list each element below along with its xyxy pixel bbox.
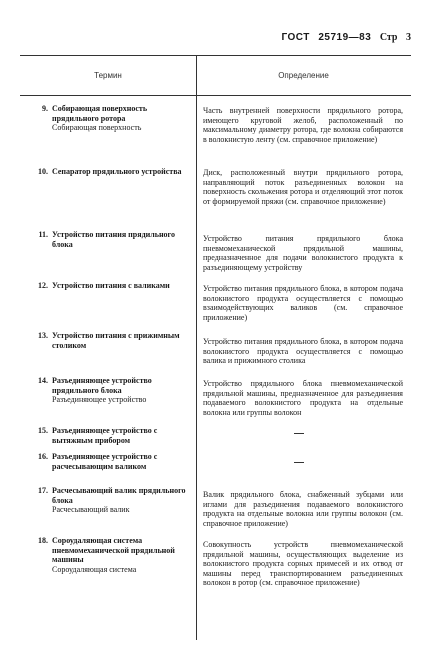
term-name: Сепаратор прядильного устройства (52, 167, 182, 176)
definition-13: Устройство питания прядильного блока, в котором подача волокнистого продукта осуществляется с помощью валика и прижимного столика (203, 337, 403, 365)
definition-11: Устройство питания прядильного блока пневмомеханической прядильной машины, предназначенное для подачи волокнистого продукта к разъединяющему устройству (203, 234, 403, 272)
column-divider (196, 55, 197, 640)
table-top-rule (20, 55, 411, 56)
term-number: 10. (38, 167, 48, 176)
column-header-term: Термин (94, 71, 122, 80)
term-name: Разъединяющее устройство с расчесывающим валиком (52, 452, 158, 471)
term-entry-18 (20, 536, 192, 574)
definition-12: Устройство питания прядильного блока, в котором подача волокнистого продукта осуществляется с помощью взаимодействующих валиков (см. справочное приложение) (203, 284, 403, 322)
term-name: Разъединяющее устройство с вытяжным прибором (52, 426, 158, 445)
term-number: 14. (38, 376, 48, 385)
definition-16-dash (294, 462, 304, 463)
term-name: Устройство питания прядильного блока (52, 230, 175, 249)
page-number: 3 (406, 32, 411, 43)
term-entry-15 (20, 426, 192, 445)
term-name: Разъединяющее устройство прядильного блока (52, 376, 152, 395)
term-entry-9 (20, 104, 192, 133)
term-entry-16 (20, 452, 192, 471)
term-number: 16. (38, 452, 48, 461)
term-entry-12 (20, 281, 192, 291)
term-name: Расчесывающий валик прядильного блока (52, 486, 186, 505)
term-number: 15. (38, 426, 48, 435)
term-name: Устройство питания с валиками (52, 281, 170, 290)
term-name: Собирающая поверхность прядильного ротора (52, 104, 148, 123)
table-header-rule (20, 95, 411, 96)
term-entry-11 (20, 230, 192, 249)
term-number: 18. (38, 536, 48, 545)
term-entry-17 (20, 486, 192, 515)
standard-number: 25719—83 (318, 32, 372, 43)
term-alt: Собирающая поверхность (52, 123, 142, 132)
term-number: 17. (38, 486, 48, 495)
definition-17: Валик прядильного блока, снабженный зубцами или иглами для разъединения подаваемого волокнистого продукта на отдельные волокна или группы волокон (см. справочное приложение) (203, 490, 403, 528)
term-number: 12. (38, 281, 48, 290)
term-alt: Разъединяющее устройство (52, 395, 147, 404)
definition-10: Диск, расположенный внутри прядильного ротора, направляющий поток разъединенных волокон на поверхность скольжения ротора и отделяющий этот поток от формируемой пряжи (см. справочное приложение) (203, 168, 403, 206)
standard-label: ГОСТ (281, 32, 310, 43)
definition-14: Устройство прядильного блока пневмомеханической прядильной машины, предназначенное для разъединения подаваемого волокнистого продукта на отдельные волокна или группы волокон (203, 379, 403, 417)
term-entry-10 (20, 167, 192, 177)
term-alt: Расчесывающий валик (52, 505, 130, 514)
term-number: 13. (38, 331, 48, 340)
definition-18: Совокупность устройств пневмомеханической прядильной машины, осуществляющих выделение из волокнистого продукта сорных примесей и их отвод от машины перед транспортированием разъединенных волокон в ротор (см. справочное приложение) (203, 540, 403, 587)
term-entry-13 (20, 331, 192, 350)
page-header (275, 32, 411, 43)
column-header-definition: Определение (278, 71, 329, 80)
definition-9: Часть внутренней поверхности прядильного ротора, имеющего круговой желоб, расположенный по максимальному диаметру ротора, где волокна собираются в волокнистую ленту (см. справочное приложение) (203, 106, 403, 144)
page-label: Стр (379, 32, 398, 43)
term-name: Сороудаляющая система пневмомеханической прядильной машины (52, 536, 175, 564)
term-name: Устройство питания с прижимным столиком (52, 331, 180, 350)
term-entry-14 (20, 376, 192, 405)
term-alt: Сороудаляющая система (52, 564, 137, 574)
definition-15-dash (294, 433, 304, 434)
term-number: 9. (42, 104, 48, 113)
term-number: 11. (38, 230, 48, 239)
